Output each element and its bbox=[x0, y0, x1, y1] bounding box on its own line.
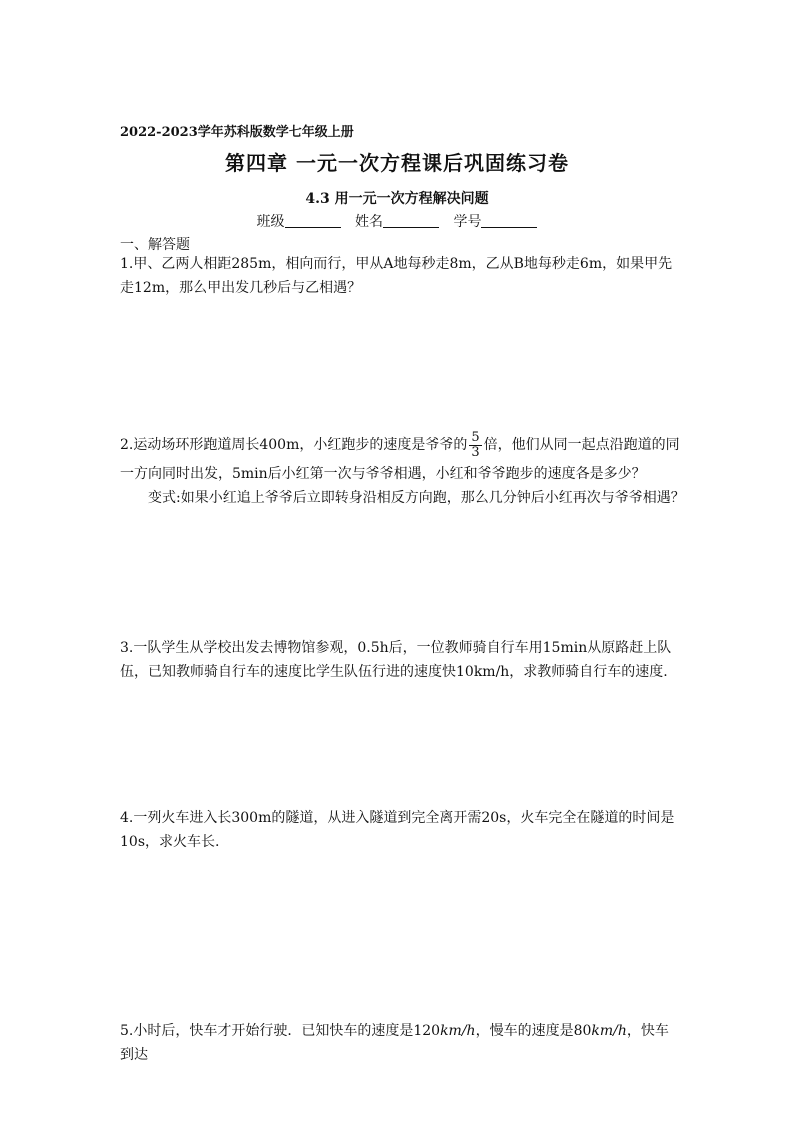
question-2-line-2: 一方向同时出发，5min后小红第一次与爷爷相遇，小红和爷爷跑步的速度各是多少？ bbox=[120, 466, 646, 482]
name-blank[interactable] bbox=[383, 213, 439, 228]
question-5-text-c: ，快车到达 bbox=[120, 1023, 669, 1063]
unit-km-h: km/h bbox=[440, 1023, 476, 1039]
question-2-line-1 bbox=[120, 428, 680, 462]
course-line: 2022-2023学年苏科版数学七年级上册 bbox=[120, 125, 354, 140]
question-3: 3.一队学生从学校出发去博物馆参观，0.5h后，一位教师骑自行车用15min从原路赶上队伍，已知教师骑自行车的速度比学生队伍行进的速度快10km/h，求教师骑自行车的速度. bbox=[120, 640, 672, 680]
fraction-numerator: 5 bbox=[471, 429, 480, 445]
question-5-text-b: ，慢车的速度是80 bbox=[475, 1023, 592, 1039]
question-5 bbox=[120, 1019, 680, 1067]
class-label: 班级 bbox=[256, 214, 285, 230]
unit-km-h: km/h bbox=[591, 1023, 627, 1039]
number-blank[interactable] bbox=[481, 213, 537, 228]
question-2-text-a: 2.运动场环形跑道周长400m，小红跑步的速度是爷爷的 bbox=[120, 437, 468, 453]
question-1: 1.甲、乙两人相距285m，相向而行，甲从A地每秒走8m，乙从B地每秒走6m，如果甲先走12m，那么甲出发几秒后与乙相遇？ bbox=[120, 256, 673, 296]
question-2 bbox=[120, 428, 685, 510]
question-2-text-b: 倍，他们从同一起点沿跑道的同 bbox=[483, 437, 680, 453]
question-5-text-a: 5.小时后，快车才开始行驶．已知快车的速度是120 bbox=[120, 1023, 441, 1039]
fraction bbox=[469, 431, 481, 460]
class-blank[interactable] bbox=[285, 213, 341, 228]
student-info-line bbox=[0, 211, 794, 231]
number-label: 学号 bbox=[453, 214, 482, 230]
question-4: 4.一列火车进入长300m的隧道，从进入隧道到完全离开需20s，火车完全在隧道的时间是10s，求火车长. bbox=[120, 810, 675, 850]
chapter-title: 第四章 一元一次方程课后巩固练习卷 bbox=[225, 151, 569, 175]
question-2-variant: 变式:如果小红追上爷爷后立即转身沿相反方向跑，那么几分钟后小红再次与爷爷相遇？ bbox=[148, 490, 685, 506]
part-title: 一、解答题 bbox=[120, 237, 190, 253]
name-label: 姓名 bbox=[355, 214, 383, 230]
fraction-denominator: 3 bbox=[471, 444, 480, 460]
section-title: 4.3 用一元一次方程解决问题 bbox=[305, 191, 489, 207]
